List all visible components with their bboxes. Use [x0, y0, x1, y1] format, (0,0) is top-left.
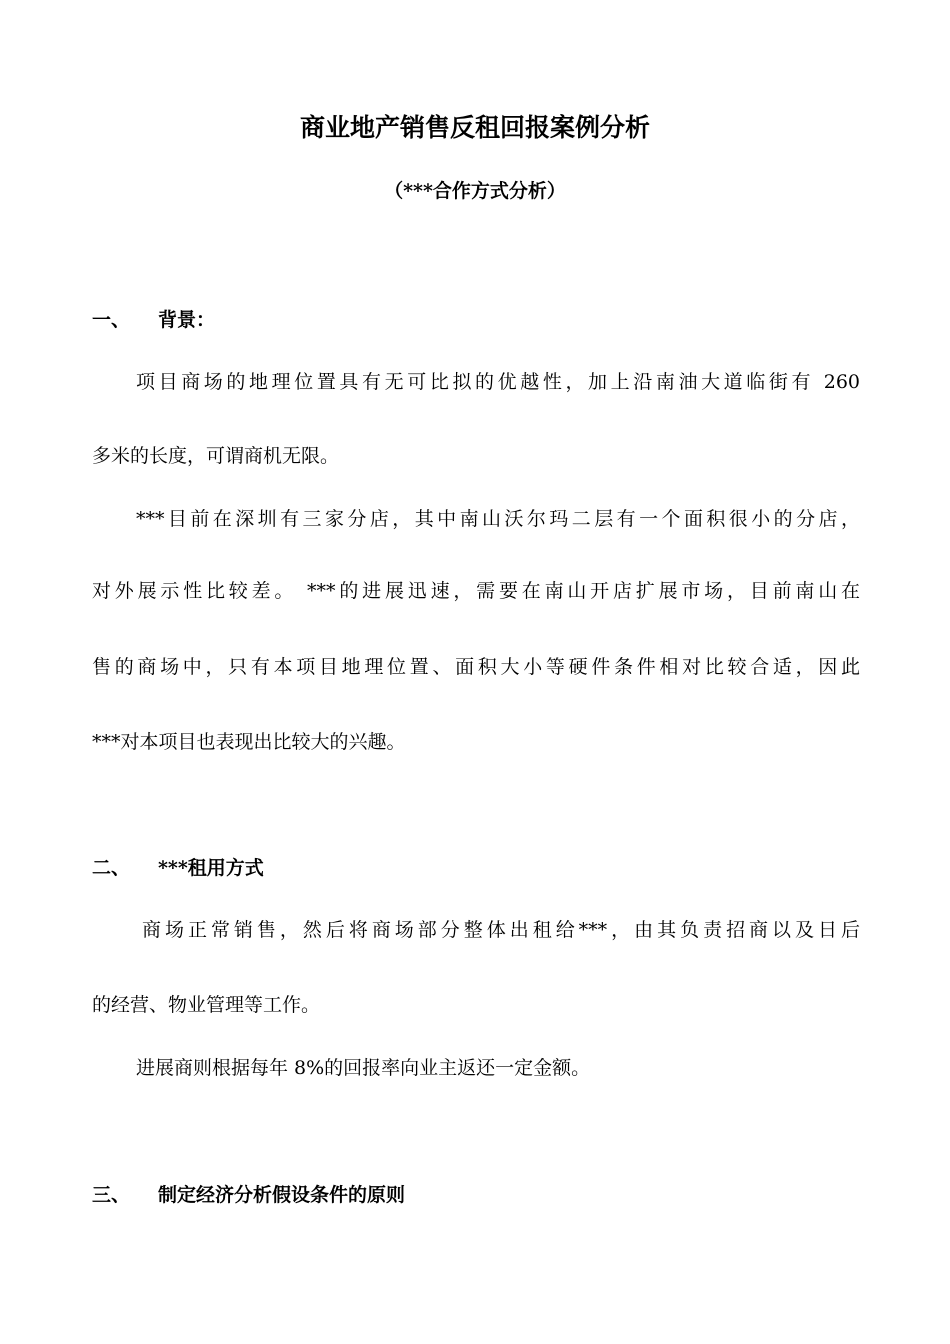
section-number: 三、: [92, 1184, 131, 1206]
section-heading-2: [92, 854, 264, 882]
paragraph-line: 商场正常销售，然后将商场部分整体出租给***，由其负责招商以及日后: [142, 919, 860, 941]
paragraph-line: 对外展示性比较差。 ***的进展迅速，需要在南山开店扩展市场，目前南山在: [92, 580, 860, 602]
paragraph-line: 进展商则根据每年 8%的回报率向业主返还一定金额。: [136, 1057, 591, 1079]
paragraph-line: 的经营、物业管理等工作。: [92, 994, 321, 1016]
document-title: 商业地产销售反租回报案例分析: [299, 113, 650, 142]
section-number: 一、: [92, 309, 131, 331]
paragraph-line: 多米的长度，可谓商机无限。: [92, 445, 340, 467]
document-subtitle: （***合作方式分析）: [384, 180, 566, 202]
section-heading-1: [92, 306, 215, 334]
paragraph-line: ***对本项目也表现出比较大的兴趣。: [92, 731, 406, 753]
section-heading-3: [92, 1181, 405, 1209]
paragraph-line: 项目商场的地理位置具有无可比拟的优越性，加上沿南油大道临街有 260: [136, 371, 860, 393]
paragraph-line: 售的商场中，只有本项目地理位置、面积大小等硬件条件相对比较合适，因此: [92, 656, 860, 678]
section-title: ***租用方式: [158, 857, 264, 879]
section-title: 制定经济分析假设条件的原则: [158, 1184, 406, 1206]
paragraph-line: ***目前在深圳有三家分店，其中南山沃尔玛二层有一个面积很小的分店，: [136, 508, 860, 530]
section-number: 二、: [92, 857, 131, 879]
section-title: 背景：: [158, 309, 216, 331]
